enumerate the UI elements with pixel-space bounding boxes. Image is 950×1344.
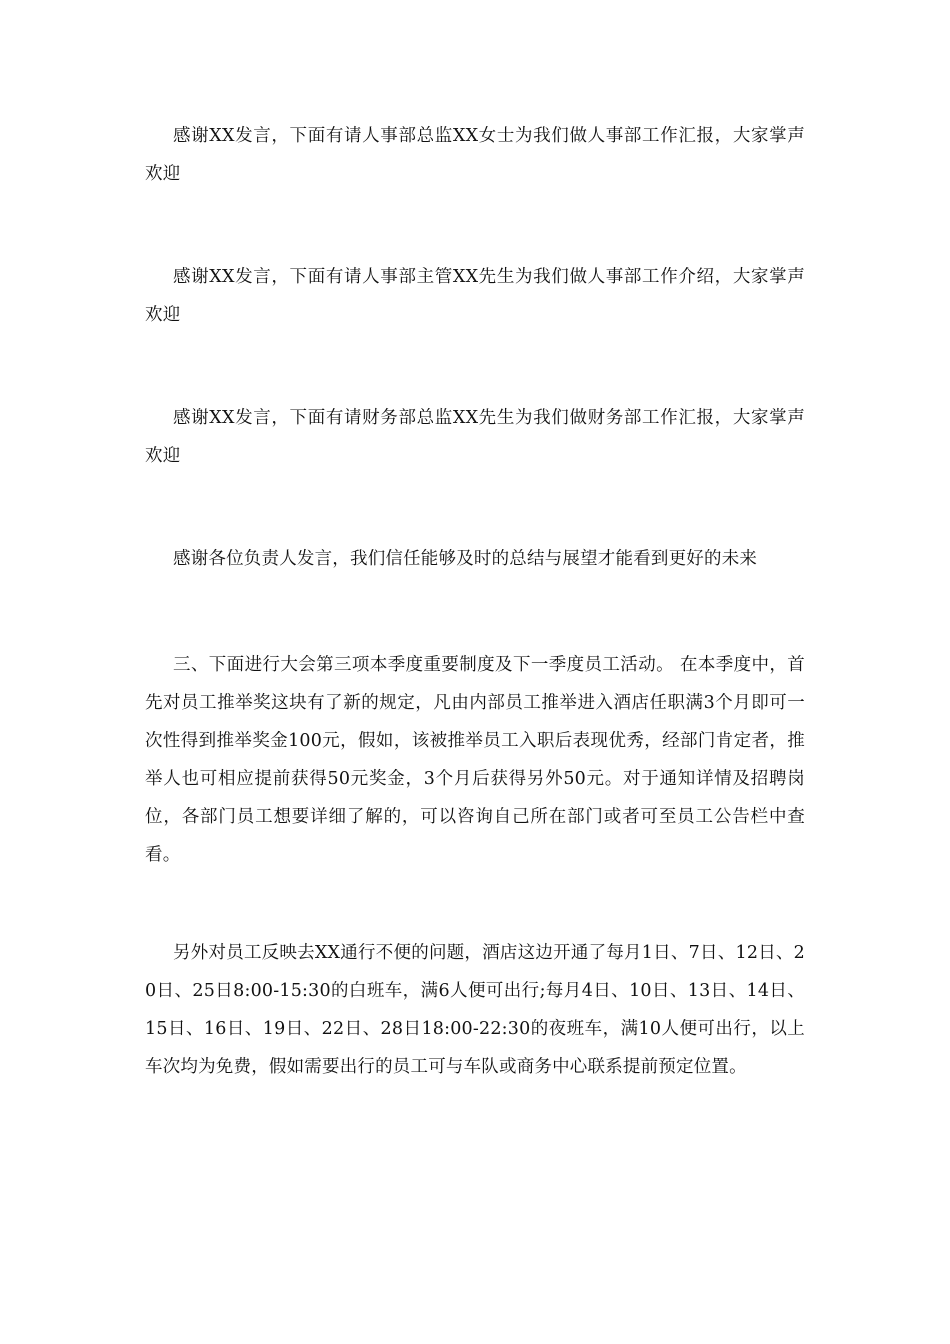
- paragraph-hr-supervisor-intro: 感谢XX发言，下面有请人事部主管XX先生为我们做人事部工作介绍，大家掌声欢迎: [145, 267, 805, 325]
- paragraph-thanks-leaders: 感谢各位负责人发言，我们信任能够及时的总结与展望才能看到更好的未来: [173, 549, 758, 569]
- paragraph-finance-director-intro: 感谢XX发言，下面有请财务部总监XX先生为我们做财务部工作汇报，大家掌声欢迎: [145, 408, 805, 466]
- paragraph-hr-director-intro: 感谢XX发言，下面有请人事部总监XX女士为我们做人事部工作汇报，大家掌声欢迎: [145, 126, 805, 184]
- paragraph-section-three-policy: 三、下面进行大会第三项本季度重要制度及下一季度员工活动。 在本季度中，首先对员工推举奖这块有了新的规定，凡由内部员工推举进入酒店任职满3个月即可一次性得到推举奖金100元，假如，该被推举员工入职后表现优秀，经部门肯定者，推举人也可相应提前获得50元奖金，3个月后获得另外50元。对于通知详情及招聘岗位，各部门员工想要详细了解的，可以咨询自己所在部门或者可至员工公告栏中查看。: [145, 655, 805, 865]
- paragraph-shuttle-bus: 另外对员工反映去XX通行不便的问题，酒店这边开通了每月1日、7日、12日、20日、25日8:00-15:30的白班车，满6人便可出行;每月4日、10日、13日、14日、15日、16日、19日、22日、28日18:00-22:30的夜班车，满10人便可出行，以上车次均为免费，假如需要出行的员工可与车队或商务中心联系提前预定位置。: [145, 943, 805, 1077]
